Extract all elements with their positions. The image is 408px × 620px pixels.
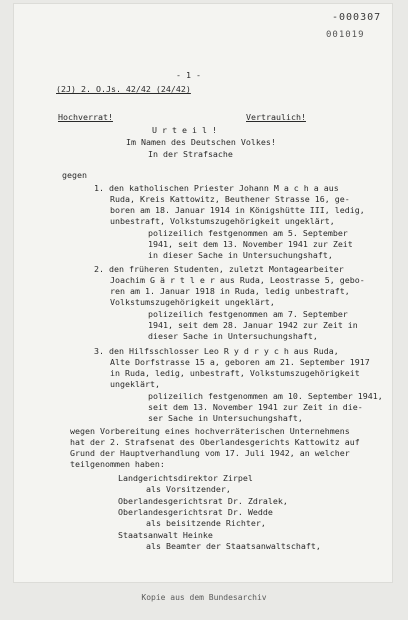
body-line: 1. den katholischen Priester Johann M a c h a aus	[94, 183, 339, 193]
body-line: ser Sache in Untersuchungshaft,	[148, 413, 303, 423]
body-line: unbestraft, Volkstumszugehörigkeit ungeklärt,	[110, 216, 335, 226]
body-line: 3. den Hilfsschlosser Leo R y d r y c h aus Ruda,	[94, 346, 339, 356]
document-subtitle: Im Namen des Deutschen Volkes!	[126, 137, 276, 147]
body-line: in Ruda, ledig, unbestraft, Volkstumszugehörigkeit	[110, 368, 360, 378]
archive-footer-caption: Kopie aus dem Bundesarchiv	[141, 593, 267, 602]
body-line: Alte Dorfstrasse 15 a, geboren am 21. September 1917	[110, 357, 370, 367]
mark-vertraulich: Vertraulich!	[246, 112, 306, 122]
body-line: teilgenommen haben:	[70, 459, 165, 469]
page-number: - 1 -	[176, 70, 201, 80]
body-line: wegen Vorbereitung eines hochverräterischen Unternehmens	[70, 426, 350, 436]
document-page	[14, 4, 392, 582]
body-line: polizeilich festgenommen am 5. September	[148, 228, 348, 238]
body-line: Landgerichtsdirektor Zirpel	[118, 473, 253, 483]
body-line: ungeklärt,	[110, 379, 160, 389]
body-line: in dieser Sache in Untersuchungshaft,	[148, 250, 333, 260]
body-line: 2. den früheren Studenten, zuletzt Montagearbeiter	[94, 264, 344, 274]
file-reference: (2J) 2. O.Js. 42/42 (24/42)	[56, 84, 191, 94]
body-line: ren am 1. Januar 1918 in Ruda, ledig unbestraft,	[110, 286, 350, 296]
body-line: als Vorsitzender,	[146, 484, 231, 494]
body-line: boren am 18. Januar 1914 in Königshütte III, ledig,	[110, 205, 365, 215]
document-heading: U r t e i l !	[152, 125, 217, 135]
archive-stamp-secondary: 001019	[326, 30, 365, 40]
body-line: Joachim G ä r t l e r aus Ruda, Leostrasse 5, gebo-	[110, 275, 365, 285]
body-line: Ruda, Kreis Kattowitz, Beuthener Strasse 16, ge-	[110, 194, 350, 204]
archive-stamp-number: -000307	[332, 12, 382, 23]
body-line: Oberlandesgerichtsrat Dr. Wedde	[118, 507, 273, 517]
body-line: 1941, seit dem 13. November 1941 zur Zeit	[148, 239, 353, 249]
body-line: Grund der Hauptverhandlung vom 17. Juli 1942, an welcher	[70, 448, 350, 458]
body-line: als beisitzende Richter,	[146, 518, 266, 528]
case-line: In der Strafsache	[148, 149, 233, 159]
body-line: Staatsanwalt Heinke	[118, 530, 213, 540]
mark-hochverrat: Hochverrat!	[58, 112, 113, 122]
body-line: 1941, seit dem 28. Januar 1942 zur Zeit in	[148, 320, 358, 330]
body-line: gegen	[62, 170, 87, 180]
body-line: als Beamter der Staatsanwaltschaft,	[146, 541, 321, 551]
body-line: polizeilich festgenommen am 10. September 1941,	[148, 391, 383, 401]
body-line: hat der 2. Strafsenat des Oberlandesgerichts Kattowitz auf	[70, 437, 360, 447]
body-line: Oberlandesgerichtsrat Dr. Zdralek,	[118, 496, 288, 506]
body-line: polizeilich festgenommen am 7. September	[148, 309, 348, 319]
body-line: Volkstumszugehörigkeit ungeklärt,	[110, 297, 275, 307]
body-line: seit dem 13. November 1941 zur Zeit in die-	[148, 402, 363, 412]
body-line: dieser Sache in Untersuchungshaft,	[148, 331, 318, 341]
